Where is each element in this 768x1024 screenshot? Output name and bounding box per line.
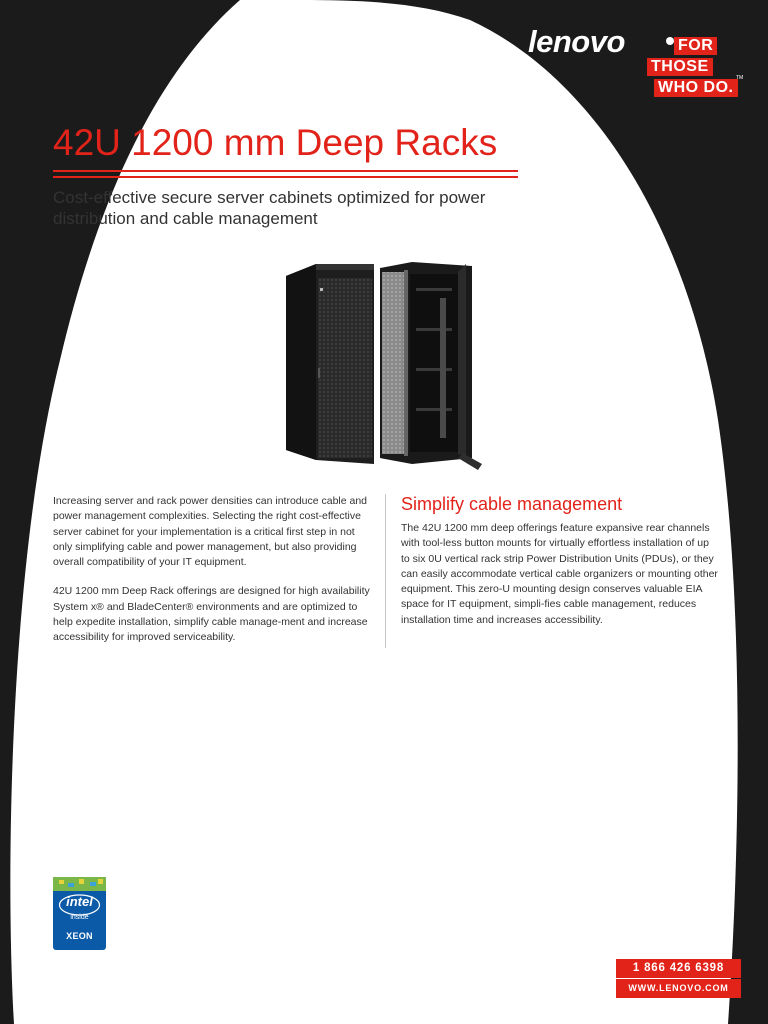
title-rule (53, 170, 518, 172)
intel-product-label: XEON (66, 931, 93, 941)
cable-management-section (401, 493, 719, 628)
logo-wordmark: lenovo (528, 24, 625, 59)
title-rule (53, 176, 518, 178)
section-paragraph: The 42U 1200 mm deep offerings feature expansive rear channels with tool-less button mounts for virtually effortless installation of up to six 0U vertical rack strip Power Distribution Units (PDUs), or they can easily accommodate vertical cable organizers or mounting other equipment. This zero-U mounting design conserves valuable EIA space for IT equipment, simpli-fies cable management, reduces installation time and increases accessibility. (401, 522, 718, 626)
trademark-label: TM (736, 75, 744, 81)
column-divider (385, 494, 386, 648)
contact-info (616, 959, 741, 998)
website-link[interactable]: WWW.LENOVO.COM (616, 979, 741, 998)
intel-brand-label: intel (66, 894, 93, 909)
intro-paragraph-1: Increasing server and rack power densities can introduce cable and power management complexities. Selecting the right cost-effective server cabinet for your implementation is a critical first step in not only simplifying cable and power management, but also providing overall compatibility of your IT equipment. (53, 495, 368, 569)
page-title: 42U 1200 mm Deep Racks (53, 122, 498, 163)
tagline-line-3: WHO DO. (654, 79, 738, 97)
intel-inside-label: inside (70, 914, 89, 921)
rack-cabinets-image (282, 258, 484, 470)
tagline-line-2: THOSE (647, 58, 713, 76)
tagline-line-1: FOR (674, 37, 717, 55)
registered-mark-icon (666, 37, 674, 45)
page-subtitle: Cost-effective secure server cabinets optimized for power distribution and cable management (53, 188, 486, 228)
intel-xeon-badge-icon (53, 877, 106, 950)
intro-paragraph-2: 42U 1200 mm Deep Rack offerings are designed for high availability System x® and BladeCenter® environments and are optimized to help expedite installation, simplify cable manage-ment and increase accessibility for improved serviceability. (53, 585, 370, 644)
phone-number[interactable]: 1 866 426 6398 (616, 959, 741, 978)
section-heading: Simplify cable management (401, 494, 623, 514)
intro-column (53, 494, 373, 660)
